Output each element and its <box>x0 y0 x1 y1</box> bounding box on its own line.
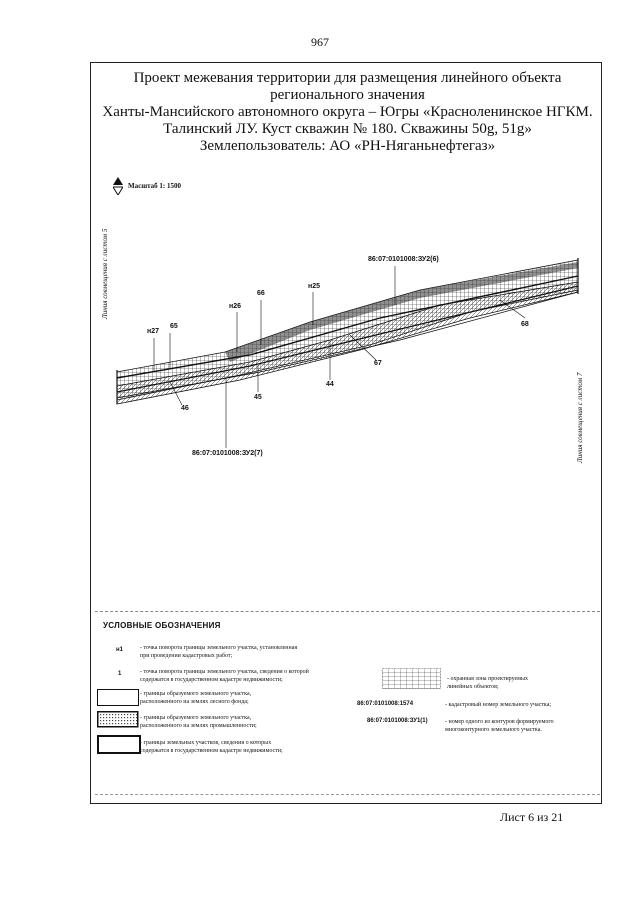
legend-contour-line-2: многоконтурного земельного участка. <box>445 727 542 733</box>
legend-title: УСЛОВНЫЕ ОБОЗНАЧЕНИЯ <box>103 621 221 630</box>
legend-symbol-n1: н1 <box>116 647 123 653</box>
legend-zone-line-1: - охранная зона проектируемых <box>447 676 529 682</box>
title-line-5: Землепользователь: АО «РН-Няганьнефтегаз» <box>199 138 496 154</box>
legend-item-3 <box>140 690 251 706</box>
legend-item-5 <box>140 739 283 755</box>
label-45: 45 <box>254 394 262 401</box>
legend-separator <box>95 611 600 612</box>
legend-swatch-industrial <box>97 711 139 728</box>
legend-contour-code: 86:07:0101008:ЗУ1(1) <box>367 718 428 724</box>
title-line-4: Талинский ЛУ. Куст скважин № 180. Скважины 50g, 51g» <box>163 121 532 137</box>
legend-item-3-line-1: - границы образуемого земельного участка, <box>140 691 252 697</box>
legend-swatch-cadastral <box>97 735 141 754</box>
label-68: 68 <box>521 321 529 328</box>
legend-contour <box>445 718 554 734</box>
label-65: 65 <box>170 323 178 330</box>
label-n27: н27 <box>147 328 160 335</box>
legend-item-2-line-2: содержатся в государственном кадастре недвижимости; <box>140 677 283 683</box>
bottom-separator <box>95 794 600 795</box>
legend-contour-line-1: - номер одного из контуров формируемого <box>445 719 554 725</box>
match-line-left: Линия совмещения с листом 5 <box>101 228 109 319</box>
label-67: 67 <box>374 360 382 367</box>
legend-item-4-line-2: расположенного на землях промышленности; <box>140 723 257 729</box>
label-n26: н26 <box>229 303 242 310</box>
legend-cad-code: 86:07:0101008:1574 <box>357 701 414 707</box>
legend-item-5-line-1: - границы земельных участков, сведения о которых <box>140 740 272 746</box>
title-line-2: регионального значения <box>270 87 425 103</box>
legend-zone <box>447 675 528 691</box>
legend-item-1-line-2: при проведении кадастровых работ; <box>140 653 233 659</box>
page-number: 967 <box>311 35 329 49</box>
label-46: 46 <box>181 405 189 412</box>
legend-item-5-line-2: содержатся в государственном кадастре недвижимости; <box>140 748 283 754</box>
legend-item-1-line-1: - точка поворота границы земельного участка, установленная <box>140 645 298 651</box>
sheet-number: Лист 6 из 21 <box>500 810 564 824</box>
legend-swatch-zone <box>382 668 442 690</box>
legend-cad-text: - кадастровый номер земельного участка; <box>445 702 552 708</box>
match-line-right: Линия совмещения с листом 7 <box>576 372 584 463</box>
title-line-1: Проект межевания территории для размещения линейного объекта <box>133 70 562 86</box>
legend-item-2 <box>140 668 309 684</box>
label-66: 66 <box>257 290 265 297</box>
legend-symbol-1: 1 <box>118 671 122 677</box>
label-parcel-top: 86:07:0101008:ЗУ2(6) <box>368 256 439 263</box>
legend-item-2-line-1: - точка поворота границы земельного участка, сведения о которой <box>140 669 309 675</box>
title-line-3: Ханты-Мансийского автономного округа – Югры «Красноленинское НГКМ. <box>102 104 593 120</box>
legend-item-1 <box>140 644 297 660</box>
label-44: 44 <box>326 381 334 388</box>
legend-item-4 <box>140 714 257 730</box>
legend-item-3-line-2: расположенного на землях лесного фонда; <box>140 699 249 705</box>
scale-label: Масштаб 1: 1500 <box>128 182 181 190</box>
label-n25: н25 <box>308 283 321 290</box>
legend-item-4-line-1: - границы образуемого земельного участка, <box>140 715 252 721</box>
legend-swatch-forest <box>97 689 139 706</box>
label-parcel-bottom: 86:07:0101008:ЗУ2(7) <box>192 450 263 457</box>
legend-zone-line-2: линейных объектов; <box>447 684 499 690</box>
